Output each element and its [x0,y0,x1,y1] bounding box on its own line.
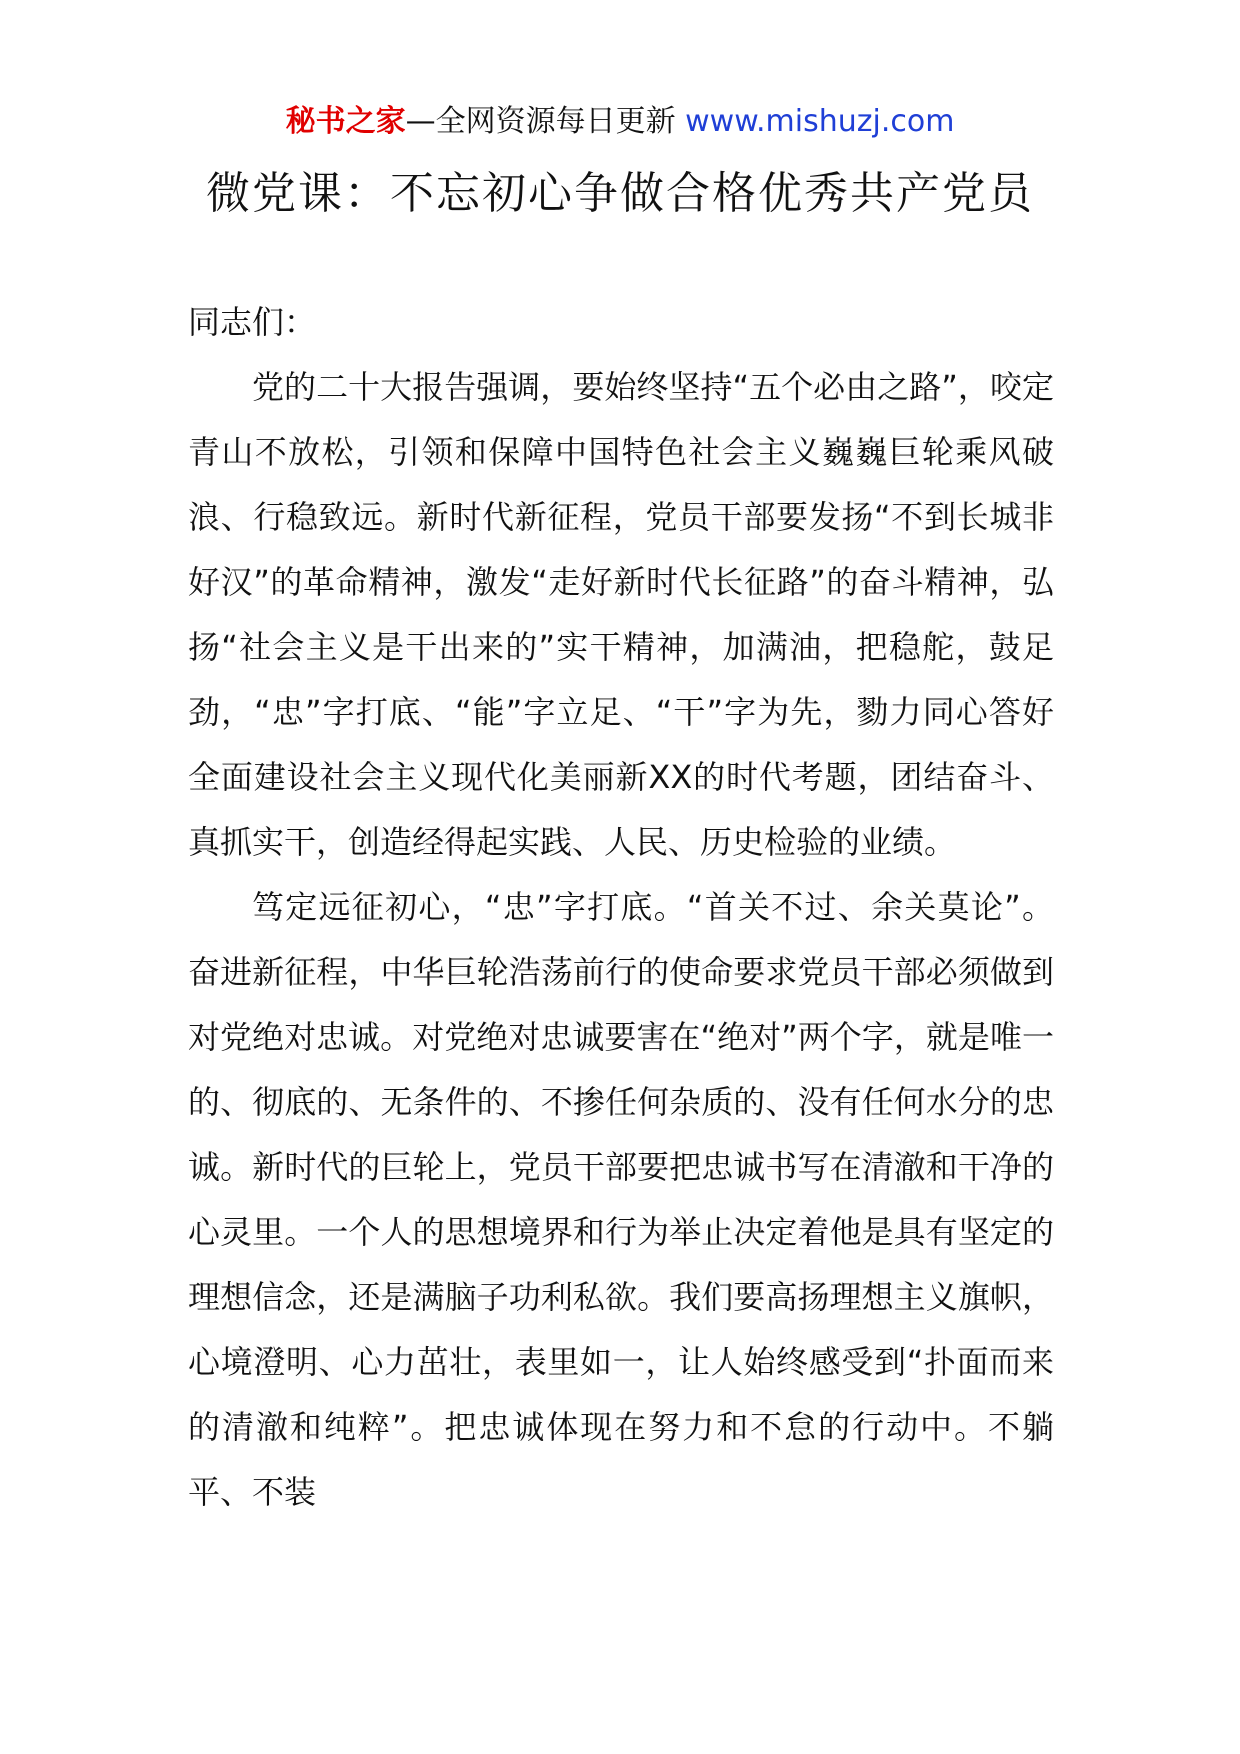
brand-name: 秘书之家 [285,104,406,139]
document-body [188,290,1054,1525]
salutation: 同志们： [188,303,317,341]
document-title: 微党课：不忘初心争做合格优秀共产党员 [206,168,1034,219]
paragraph-2: 笃定远征初心，“忠”字打底。“首关不过、余关莫论”。奋进新征程，中华巨轮浩荡前行的使命要求党员干部必须做到对党绝对忠诚。对党绝对忠诚要害在“绝对”两个字，就是唯一的、彻底的、无条件的、不掺任何杂质的、没有任何水分的忠诚。新时代的巨轮上，党员干部要把忠诚书写在清澈和干净的心灵里。一个人的思想境界和行为举止决定着他是具有坚定的理想信念，还是满脑子功利私欲。我们要高扬理想主义旗帜，心境澄明、心力茁壮，表里如一，让人始终感受到“扑面而来的清澈和纯粹”。把忠诚体现在努力和不怠的行动中。不躺平、不装 [188,888,1054,1511]
site-url-link[interactable]: www.mishuzj.com [685,104,955,139]
paragraph-1: 党的二十大报告强调，要始终坚持“五个必由之路”，咬定青山不放松，引领和保障中国特色社会主义巍巍巨轮乘风破浪、行稳致远。新时代新征程，党员干部要发扬“不到长城非好汉”的革命精神，激发“走好新时代长征路”的奋斗精神，弘扬“社会主义是干出来的”实干精神，加满油，把稳舵，鼓足劲，“忠”字打底、“能”字立足、“干”字为先，勠力同心答好全面建设社会主义现代化美丽新XX的时代考题，团结奋斗、真抓实干，创造经得起实践、人民、历史检验的业绩。 [188,368,1054,861]
banner-slogan: —全网资源每日更新 [405,104,676,139]
source-banner [0,100,1240,144]
